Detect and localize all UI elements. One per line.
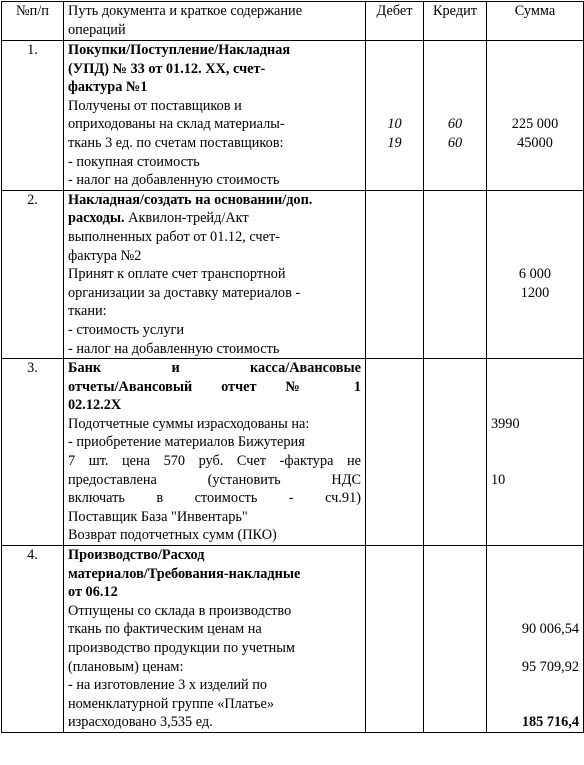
row-sum: 90 006,54 95 709,92 185 716,4	[487, 546, 584, 733]
operations-table	[1, 1, 584, 733]
header-credit: Кредит	[424, 2, 487, 41]
header-path: Путь документа и краткое содержание операций	[64, 2, 366, 41]
row-description: Накладная/создать на основании/доп. расходы. Аквилон-трейд/Акт выполненных работ от 01.12, счет- фактура №2 Принят к оплате счет транспортной организации за доставку материалов - ткани: - стоимость услуги - налог на добавленную стоимость	[64, 190, 366, 358]
header-num: №п/п	[2, 2, 64, 41]
row-debit: 10 19	[366, 41, 424, 191]
row-sum: 3990 10	[487, 359, 584, 546]
table-row	[2, 41, 584, 191]
row-num: 2.	[2, 190, 64, 358]
row-description: Банк и касса/Авансовые отчеты/Авансовый отчет № 1 02.12.2Х Подотчетные суммы израсходованы на: - приобретение материалов Бижутерия 7 шт. цена 570 руб. Счет -фактура не предоставлена (установить НДС включать в стоимость - сч.91) Поставщик База "Инвентарь" Возврат подотчетных сумм (ПКО)	[64, 359, 366, 546]
row-debit	[366, 546, 424, 733]
row-debit	[366, 190, 424, 358]
table-row	[2, 190, 584, 358]
table-row	[2, 546, 584, 733]
row-debit	[366, 359, 424, 546]
row-num: 4.	[2, 546, 64, 733]
row-credit	[424, 190, 487, 358]
row-description: Производство/Расход материалов/Требования-накладные от 06.12 Отпущены со склада в производство ткань по фактическим ценам на производство продукции по учетным (плановым) ценам: - на изготовление 3 х изделий по номенклатурной группе «Платье» израсходовано 3,535 ед.	[64, 546, 366, 733]
table-row	[2, 359, 584, 546]
table-header-row	[2, 2, 584, 41]
header-debit: Дебет	[366, 2, 424, 41]
row-sum: 225 000 45000	[487, 41, 584, 191]
header-sum: Сумма	[487, 2, 584, 41]
row-credit	[424, 359, 487, 546]
row-credit	[424, 546, 487, 733]
row-description: Покупки/Поступление/Накладная (УПД) № 33 от 01.12. ХХ, счет- фактура №1 Получены от поставщиков и оприходованы на склад материалы- ткань 3 ед. по счетам поставщиков: - покупная стоимость - налог на добавленную стоимость	[64, 41, 366, 191]
row-num: 3.	[2, 359, 64, 546]
row-num: 1.	[2, 41, 64, 191]
row-sum: 6 000 1200	[487, 190, 584, 358]
row-credit: 60 60	[424, 41, 487, 191]
